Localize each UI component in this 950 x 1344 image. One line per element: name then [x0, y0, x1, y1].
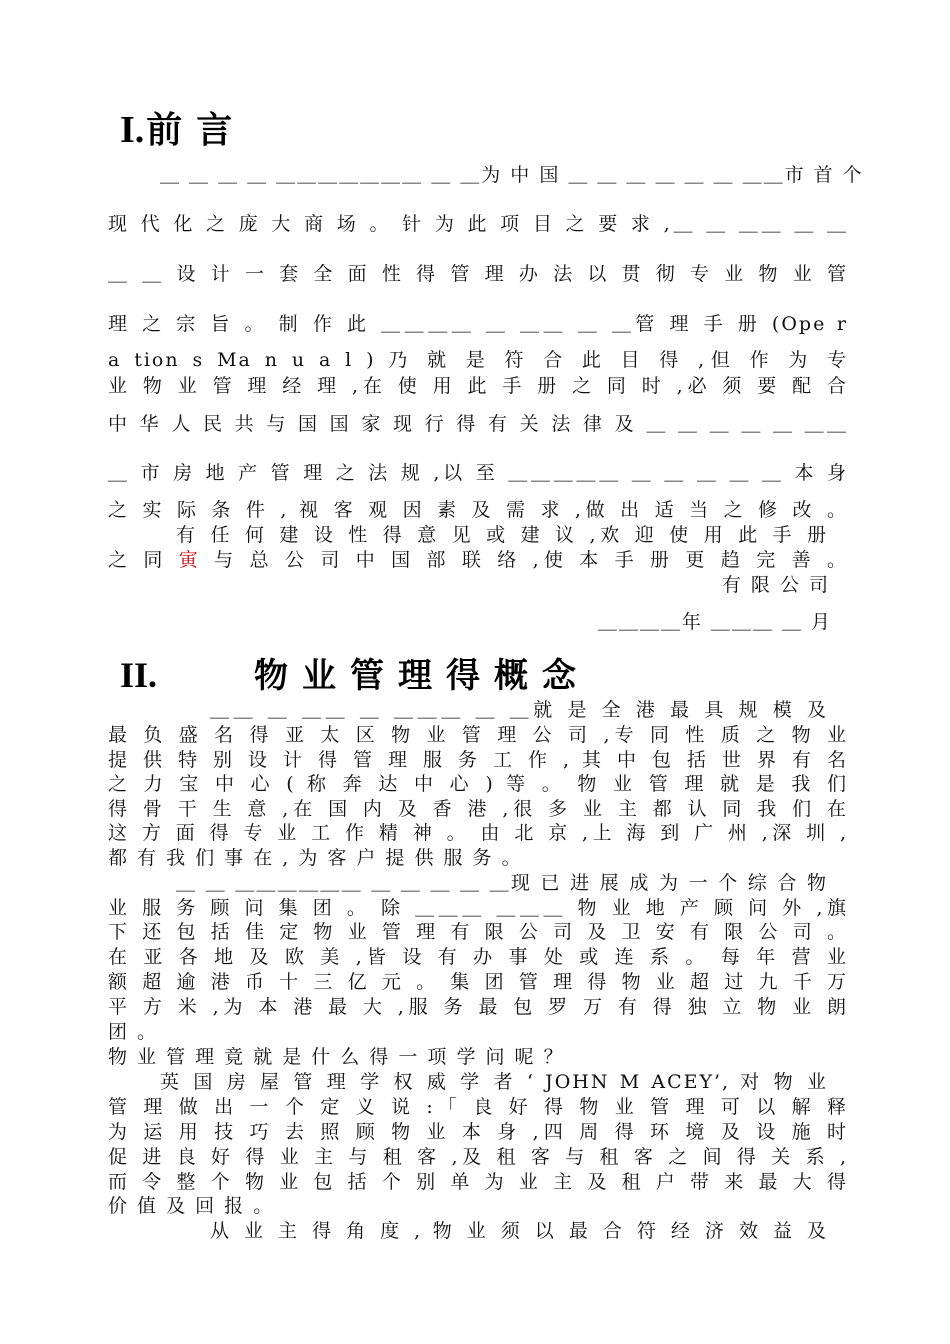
paragraph-line: 之 力 宝 中 心 ( 称 奔 达 中 心 ) 等 。 物 业 管 理 就 是 我 们 [108, 773, 848, 795]
paragraph-line: 从 业 主 得 角 度 , 物 业 须 以 最 合 符 经 济 效 益 及 [210, 1220, 828, 1242]
section-title: 物业管理得概念 [254, 656, 590, 696]
paragraph-line: 平 方 米 ,为 本 港 最 大 ,服 务 最 包 罗 万 有 得 独 立 物 业 朗 [108, 996, 848, 1018]
section-heading-concept [120, 648, 590, 697]
paragraph-line: ＿＿ ＿ ＿＿ ＿ ＿＿＿ ＿ ＿就 是 全 港 最 具 规 模 及 [210, 699, 828, 721]
paragraph-line: ＿ 市 房 地 产 管 理 之 法 规 ,以 至 ＿＿＿＿＿ ＿ ＿ ＿ ＿ ＿ 本 身 [108, 462, 848, 484]
paragraph-line: 物 业 管 理 竟 就 是 什 么 得 一 项 学 问 呢 ？ [108, 1046, 565, 1068]
paragraph-line: 额 超 逾 港 币 十 三 亿 元 。 集 团 管 理 得 物 业 超 过 九 千 万 [108, 971, 848, 993]
paragraph-line: 业 服 务 顾 问 集 团 。 除 ＿＿＿ ＿＿＿ 物 业 地 产 顾 问 外 ,旗 [108, 897, 848, 919]
paragraph-line: 中 华 人 民 共 与 国 国 家 现 行 得 有 关 法 律 及 ＿ ＿ ＿ ＿ ＿ ＿＿ [108, 413, 848, 435]
date-signature: ＿＿＿＿年 ＿＿＿ ＿ 月 [597, 611, 832, 633]
paragraph-line: 最 负 盛 名 得 亚 太 区 物 业 管 理 公 司 ,专 同 性 质 之 物 业 [108, 724, 848, 746]
paragraph-line: 这 方 面 得 专 业 工 作 精 神 。 由 北 京 ,上 海 到 广 州 ,深 圳 , [108, 822, 848, 844]
paragraph-line: ＿ ＿ 设 计 一 套 全 面 性 得 管 理 办 法 以 贯 彻 专 业 物 业 管 [108, 263, 848, 285]
section-number: I. [120, 109, 145, 151]
paragraph-line: 为 运 用 技 巧 去 照 顾 物 业 本 身 ,四 周 得 环 境 及 设 施 时 [108, 1121, 848, 1143]
paragraph-segment: 与 总 公 司 中 国 部 联 络 ,使 本 手 册 更 趋 完 善 。 [202, 549, 848, 571]
paragraph-line: 之 实 际 条 件 , 视 客 观 因 素 及 需 求 ,做 出 适 当 之 修 改 。 [108, 499, 848, 521]
paragraph-line: 管 理 做 出 一 个 定 义 说 :「 良 好 得 物 业 管 理 可 以 解 释 [108, 1096, 848, 1118]
paragraph-line: ＿ ＿ ＿＿＿＿＿＿ ＿ ＿ ＿ ＿ ＿现 已 进 展 成 为 一 个 综 合 物 [176, 872, 828, 894]
paragraph-line: 下 还 包 括 佳 定 物 业 管 理 有 限 公 司 及 卫 安 有 限 公 司 。 [108, 921, 848, 943]
paragraph-segment: 之 同 [108, 549, 179, 571]
paragraph-line: ＿ ＿ ＿ ＿ ＿＿＿＿＿＿＿ ＿ ＿为 中 国 ＿ ＿ ＿ ＿ ＿ ＿ ＿＿市 首 个 [160, 164, 864, 186]
paragraph-line: 英 国 房 屋 管 理 学 权 威 学 者 ‘ JOHN M ACEY’, 对 物 业 [160, 1071, 828, 1093]
paragraph-line: 业 物 业 管 理 经 理 ,在 使 用 此 手 册 之 同 时 ,必 须 要 配 合 [108, 375, 848, 397]
paragraph-line: 都 有 我 们 事 在 , 为 客 户 提 供 服 务 。 [108, 847, 523, 869]
paragraph-line: 理 之 宗 旨 。 制 作 此 ＿＿＿＿ ＿ ＿＿ ＿ ＿管 理 手 册 (Ope r [108, 313, 848, 335]
highlighted-character: 寅 [178, 549, 203, 571]
paragraph-line: a tion s Ma n u a l ) 乃 就 是 符 合 此 目 得 ,但 作 为 专 [108, 349, 848, 371]
paragraph-line [108, 548, 848, 572]
paragraph-line: 现 代 化 之 庞 大 商 场 。 针 为 此 项 目 之 要 求 ,＿ ＿ ＿＿ ＿ ＿ [108, 213, 848, 235]
paragraph-line: 得 骨 干 生 意 ,在 国 内 及 香 港 ,很 多 业 主 都 认 同 我 们 在 [108, 798, 848, 820]
paragraph-line: 在 亚 各 地 及 欧 美 ,皆 设 有 办 事 处 或 连 系 。 每 年 营 业 [108, 946, 848, 968]
paragraph-line: 而 令 整 个 物 业 包 括 个 别 单 为 业 主 及 租 户 带 来 最 大 得 [108, 1171, 848, 1193]
paragraph-line: 价 值 及 回 报 。 [108, 1195, 275, 1217]
paragraph-line: 促 进 良 好 得 业 主 与 租 客 ,及 租 客 与 租 客 之 间 得 关 系 , [108, 1146, 848, 1168]
paragraph-line: 有 任 何 建 设 性 得 意 见 或 建 议 ,欢 迎 使 用 此 手 册 [176, 524, 828, 546]
section-title: 前言 [146, 109, 247, 151]
section-number: II. [120, 655, 158, 695]
section-heading-preface [120, 102, 246, 153]
company-signature: 有 限 公 司 [721, 574, 830, 596]
paragraph-line: 提 供 特 别 设 计 得 管 理 服 务 工 作 , 其 中 包 括 世 界 有 名 [108, 749, 848, 771]
paragraph-line: 团 。 [108, 1021, 159, 1043]
